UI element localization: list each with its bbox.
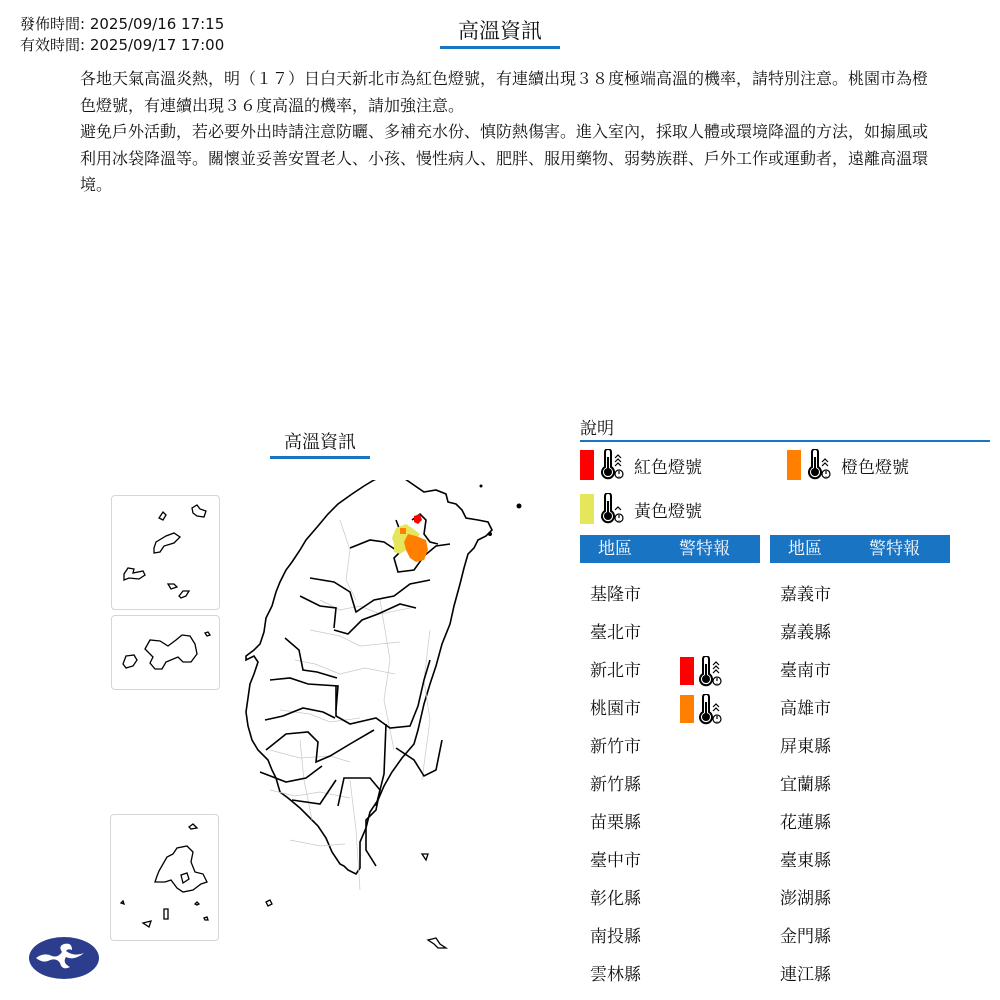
- region-name: 苗栗縣: [590, 813, 641, 833]
- region-name: 基隆市: [590, 585, 641, 605]
- table-row: [770, 690, 950, 728]
- region-name: 南投縣: [590, 927, 641, 947]
- cwa-logo: [28, 936, 100, 984]
- region-name: 臺中市: [590, 851, 641, 871]
- legend-yellow-label: 黃色燈號: [634, 501, 702, 522]
- table-row: [580, 690, 760, 728]
- region-name: 高雄市: [780, 699, 831, 719]
- col-region: 地區: [598, 539, 632, 559]
- region-name: 新北市: [590, 661, 641, 681]
- thermometer-red-icon: [696, 656, 726, 688]
- region-name: 新竹市: [590, 737, 641, 757]
- table-header-left: [580, 535, 760, 563]
- table-row: [580, 728, 760, 766]
- thermometer-orange-icon: [696, 694, 726, 726]
- region-name: 臺東縣: [780, 851, 831, 871]
- region-name: 桃園市: [590, 699, 641, 719]
- yellow-swatch: [580, 494, 594, 524]
- col-alert: 警特報: [679, 539, 730, 559]
- legend-red: [580, 449, 702, 481]
- col-alert: 警特報: [869, 539, 920, 559]
- description: [80, 66, 930, 199]
- col-region: 地區: [788, 539, 822, 559]
- issue-info: [20, 14, 224, 56]
- region-name: 臺南市: [780, 661, 831, 681]
- table-row: [580, 576, 760, 614]
- region-name: 嘉義市: [780, 585, 831, 605]
- region-name: 屏東縣: [780, 737, 831, 757]
- legend-yellow: [580, 493, 702, 525]
- region-name: 金門縣: [780, 927, 831, 947]
- description-warning: 各地天氣高溫炎熱，明（１７）日白天新北市為紅色燈號，有連續出現３８度極端高溫的機率，請特別注意。桃園市為橙色燈號，有連續出現３６度高溫的機率，請加強注意。: [80, 69, 929, 115]
- legend-orange-label: 橙色燈號: [841, 457, 909, 478]
- legend-heading: 說明: [580, 418, 990, 442]
- table-row: [770, 918, 950, 956]
- legend-orange: [787, 449, 909, 481]
- table-row: [580, 918, 760, 956]
- table-row: [580, 614, 760, 652]
- map-title: 高溫資訊: [270, 430, 370, 459]
- taiwan-map: [200, 480, 530, 984]
- region-name: 新竹縣: [590, 775, 641, 795]
- table-row: [770, 576, 950, 614]
- page-title: 高溫資訊: [440, 16, 560, 49]
- region-name: 彰化縣: [590, 889, 641, 909]
- table-row: [770, 804, 950, 842]
- region-name: 宜蘭縣: [780, 775, 831, 795]
- table-row: [770, 766, 950, 804]
- table-row: [770, 880, 950, 918]
- table-row: [580, 842, 760, 880]
- table-row: [580, 804, 760, 842]
- thermometer-yellow-icon: [598, 493, 628, 525]
- valid-time: 有效時間: 2025/09/17 17:00: [20, 36, 225, 54]
- region-name: 雲林縣: [590, 965, 641, 985]
- red-swatch: [580, 450, 594, 480]
- table-row: [770, 652, 950, 690]
- table-row: [770, 956, 950, 994]
- region-name: 臺北市: [590, 623, 641, 643]
- table-row: [580, 766, 760, 804]
- table-row: [580, 956, 760, 994]
- red-alert-swatch: [680, 657, 694, 685]
- region-name: 連江縣: [780, 965, 831, 985]
- description-advice: 避免戶外活動，若必要外出時請注意防曬、多補充水份、慎防熱傷害。進入室內，採取人體或環境降溫的方法，如搧風或利用冰袋降溫等。關懷並妥善安置老人、小孩、慢性病人、肥胖、服用藥物、弱勢族群、戶外工作或運動者，遠離高溫環境。: [80, 122, 929, 194]
- table-row: [580, 880, 760, 918]
- table-row: [580, 652, 760, 690]
- thermometer-red-icon: [598, 449, 628, 481]
- taiwan-island: [246, 480, 492, 874]
- orange-swatch: [787, 450, 801, 480]
- table-row: [770, 614, 950, 652]
- region-name: 花蓮縣: [780, 813, 831, 833]
- table-row: [770, 842, 950, 880]
- table-header-right: [770, 535, 950, 563]
- thermometer-orange-icon: [805, 449, 835, 481]
- region-name: 澎湖縣: [780, 889, 831, 909]
- region-name: 嘉義縣: [780, 623, 831, 643]
- legend-red-label: 紅色燈號: [634, 457, 702, 478]
- orange-alert-swatch: [680, 695, 694, 723]
- table-row: [770, 728, 950, 766]
- issue-time: 發佈時間: 2025/09/16 17:15: [20, 15, 225, 33]
